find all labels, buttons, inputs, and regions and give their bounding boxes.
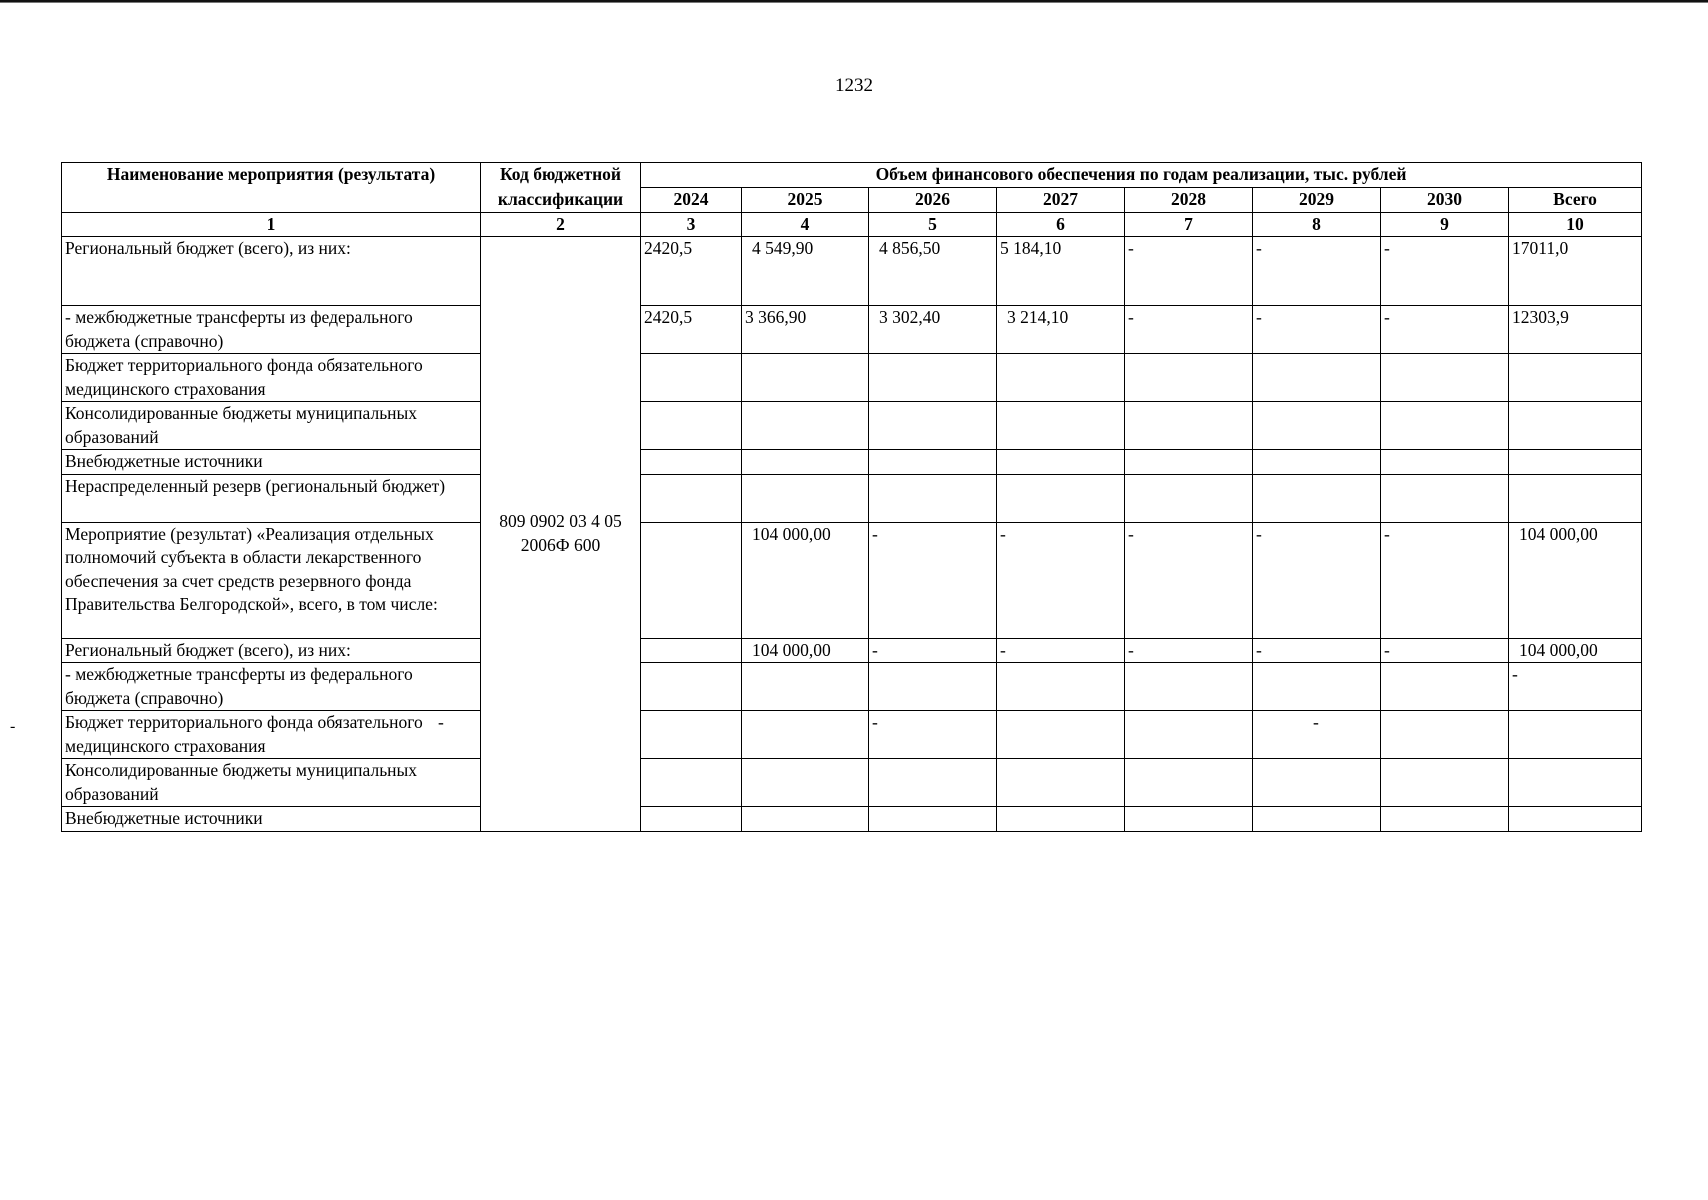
value-2026 — [869, 807, 997, 832]
row-name: Региональный бюджет (всего), из них: — [62, 638, 481, 663]
value-2024: 2420,5 — [641, 237, 742, 306]
header-code-line1: Код бюджетной — [481, 163, 641, 188]
value-total — [1509, 807, 1642, 832]
value-2028 — [1125, 663, 1253, 711]
header-year-2029: 2029 — [1253, 188, 1381, 213]
value-total — [1509, 354, 1642, 402]
value-2026 — [869, 474, 997, 522]
value-2030 — [1381, 663, 1509, 711]
header-year-2027: 2027 — [997, 188, 1125, 213]
value-2030 — [1381, 450, 1509, 475]
value-2027 — [997, 759, 1125, 807]
value-2028 — [1125, 759, 1253, 807]
value-2024 — [641, 711, 742, 759]
header-volume: Объем финансового обеспечения по годам реализации, тыс. рублей — [641, 163, 1642, 188]
row-name: Нераспределенный резерв (региональный бюджет) — [62, 474, 481, 522]
inline-dash-mark: - — [438, 712, 444, 732]
col-index: 6 — [997, 212, 1125, 237]
value-2024 — [641, 402, 742, 450]
row-name: Внебюджетные источники — [62, 450, 481, 475]
column-index-row — [62, 212, 1642, 237]
col-index: 2 — [481, 212, 641, 237]
value-2029: - — [1253, 711, 1381, 759]
value-2027 — [997, 354, 1125, 402]
value-total — [1509, 402, 1642, 450]
value-2027 — [997, 711, 1125, 759]
header-year-2025: 2025 — [742, 188, 869, 213]
header-year-2028: 2028 — [1125, 188, 1253, 213]
margin-dash-mark: - — [10, 718, 16, 735]
value-2030: - — [1381, 638, 1509, 663]
value-2029 — [1253, 759, 1381, 807]
value-total — [1509, 711, 1642, 759]
value-2026: 3 302,40 — [869, 306, 997, 354]
value-2030: - — [1381, 522, 1509, 638]
value-2024: 2420,5 — [641, 306, 742, 354]
value-2027: - — [997, 638, 1125, 663]
value-2029: - — [1253, 306, 1381, 354]
col-index: 10 — [1509, 212, 1642, 237]
value-2029 — [1253, 450, 1381, 475]
value-total: - — [1509, 663, 1642, 711]
value-2028 — [1125, 711, 1253, 759]
table-row — [62, 663, 1642, 711]
value-2029 — [1253, 402, 1381, 450]
value-2027: 3 214,10 — [997, 306, 1125, 354]
table-row — [62, 807, 1642, 832]
row-name: Внебюджетные источники — [62, 807, 481, 832]
table-row — [62, 237, 1642, 306]
value-2027 — [997, 474, 1125, 522]
value-total: 17011,0 — [1509, 237, 1642, 306]
value-2027: 5 184,10 — [997, 237, 1125, 306]
value-2029: - — [1253, 237, 1381, 306]
value-2026: - — [869, 522, 997, 638]
col-index: 1 — [62, 212, 481, 237]
value-2025 — [742, 807, 869, 832]
value-2030: - — [1381, 306, 1509, 354]
row-name: - межбюджетные трансферты из федерального бюджета (справочно) — [62, 663, 481, 711]
value-2030 — [1381, 474, 1509, 522]
value-2026 — [869, 402, 997, 450]
row-name: Консолидированные бюджеты муниципальных образований — [62, 759, 481, 807]
header-year-2024: 2024 — [641, 188, 742, 213]
value-total: 104 000,00 — [1509, 638, 1642, 663]
col-index: 8 — [1253, 212, 1381, 237]
value-2024 — [641, 759, 742, 807]
value-2025: 4 549,90 — [742, 237, 869, 306]
value-2025 — [742, 402, 869, 450]
value-2025: 104 000,00 — [742, 522, 869, 638]
table-row — [62, 450, 1642, 475]
value-2025 — [742, 474, 869, 522]
value-2030 — [1381, 711, 1509, 759]
value-2028 — [1125, 807, 1253, 832]
value-2024 — [641, 522, 742, 638]
value-2029 — [1253, 663, 1381, 711]
table-row — [62, 354, 1642, 402]
header-year-2026: 2026 — [869, 188, 997, 213]
col-index: 7 — [1125, 212, 1253, 237]
value-2029 — [1253, 807, 1381, 832]
value-2024 — [641, 663, 742, 711]
value-total: 12303,9 — [1509, 306, 1642, 354]
value-2025 — [742, 711, 869, 759]
value-2025: 104 000,00 — [742, 638, 869, 663]
page-number: 1232 — [835, 75, 873, 96]
col-index: 5 — [869, 212, 997, 237]
row-name: Региональный бюджет (всего), из них: — [62, 237, 481, 306]
value-2030: - — [1381, 237, 1509, 306]
value-2024 — [641, 450, 742, 475]
table-row — [62, 522, 1642, 638]
value-2024 — [641, 474, 742, 522]
value-total: 104 000,00 — [1509, 522, 1642, 638]
col-index: 4 — [742, 212, 869, 237]
value-2025 — [742, 759, 869, 807]
value-2030 — [1381, 759, 1509, 807]
table-row — [62, 638, 1642, 663]
table-row — [62, 402, 1642, 450]
table-row — [62, 474, 1642, 522]
value-2026 — [869, 354, 997, 402]
value-2030 — [1381, 807, 1509, 832]
value-2025: 3 366,90 — [742, 306, 869, 354]
value-2030 — [1381, 354, 1509, 402]
value-2030 — [1381, 402, 1509, 450]
row-name-text: Бюджет территориального фонда обязательного медицинского страхования — [65, 712, 423, 756]
budget-code-cell: 809 0902 03 4 05 2006Ф 600 — [481, 237, 641, 832]
value-total — [1509, 474, 1642, 522]
value-2026: - — [869, 711, 997, 759]
value-2027 — [997, 807, 1125, 832]
value-2028: - — [1125, 237, 1253, 306]
col-index: 3 — [641, 212, 742, 237]
row-name: Бюджет территориального фонда обязательного медицинского страхования — [62, 354, 481, 402]
value-2026: 4 856,50 — [869, 237, 997, 306]
value-2024 — [641, 638, 742, 663]
row-name: - межбюджетные трансферты из федерального бюджета (справочно) — [62, 306, 481, 354]
table-row — [62, 306, 1642, 354]
col-index: 9 — [1381, 212, 1509, 237]
value-2028 — [1125, 402, 1253, 450]
table-row — [62, 711, 1642, 759]
value-total — [1509, 450, 1642, 475]
financing-table — [61, 162, 1642, 832]
value-2027 — [997, 663, 1125, 711]
value-2025 — [742, 663, 869, 711]
value-2026 — [869, 450, 997, 475]
value-total — [1509, 759, 1642, 807]
value-2028 — [1125, 450, 1253, 475]
value-2027 — [997, 450, 1125, 475]
value-2028 — [1125, 474, 1253, 522]
value-2028 — [1125, 354, 1253, 402]
value-2026 — [869, 663, 997, 711]
row-name: Мероприятие (результат) «Реализация отдельных полномочий субъекта в области лекарственного обеспечения за счет средств резервного фонда Правительства Белгородской», всего, в том числе: — [62, 522, 481, 638]
value-2024 — [641, 354, 742, 402]
row-name: Консолидированные бюджеты муниципальных образований — [62, 402, 481, 450]
header-name: Наименование мероприятия (результата) — [62, 163, 481, 213]
value-2024 — [641, 807, 742, 832]
value-2027: - — [997, 522, 1125, 638]
top-border-line-shadow — [0, 2, 1708, 3]
value-2029: - — [1253, 522, 1381, 638]
value-2028: - — [1125, 522, 1253, 638]
header-code-line2: классификации — [481, 188, 641, 213]
header-total: Всего — [1509, 188, 1642, 213]
value-2029 — [1253, 474, 1381, 522]
value-2028: - — [1125, 638, 1253, 663]
value-2025 — [742, 354, 869, 402]
value-2026: - — [869, 638, 997, 663]
value-2026 — [869, 759, 997, 807]
value-2029 — [1253, 354, 1381, 402]
table-row — [62, 759, 1642, 807]
value-2028: - — [1125, 306, 1253, 354]
value-2029: - — [1253, 638, 1381, 663]
value-2027 — [997, 402, 1125, 450]
row-name — [62, 711, 481, 759]
header-year-2030: 2030 — [1381, 188, 1509, 213]
value-2025 — [742, 450, 869, 475]
